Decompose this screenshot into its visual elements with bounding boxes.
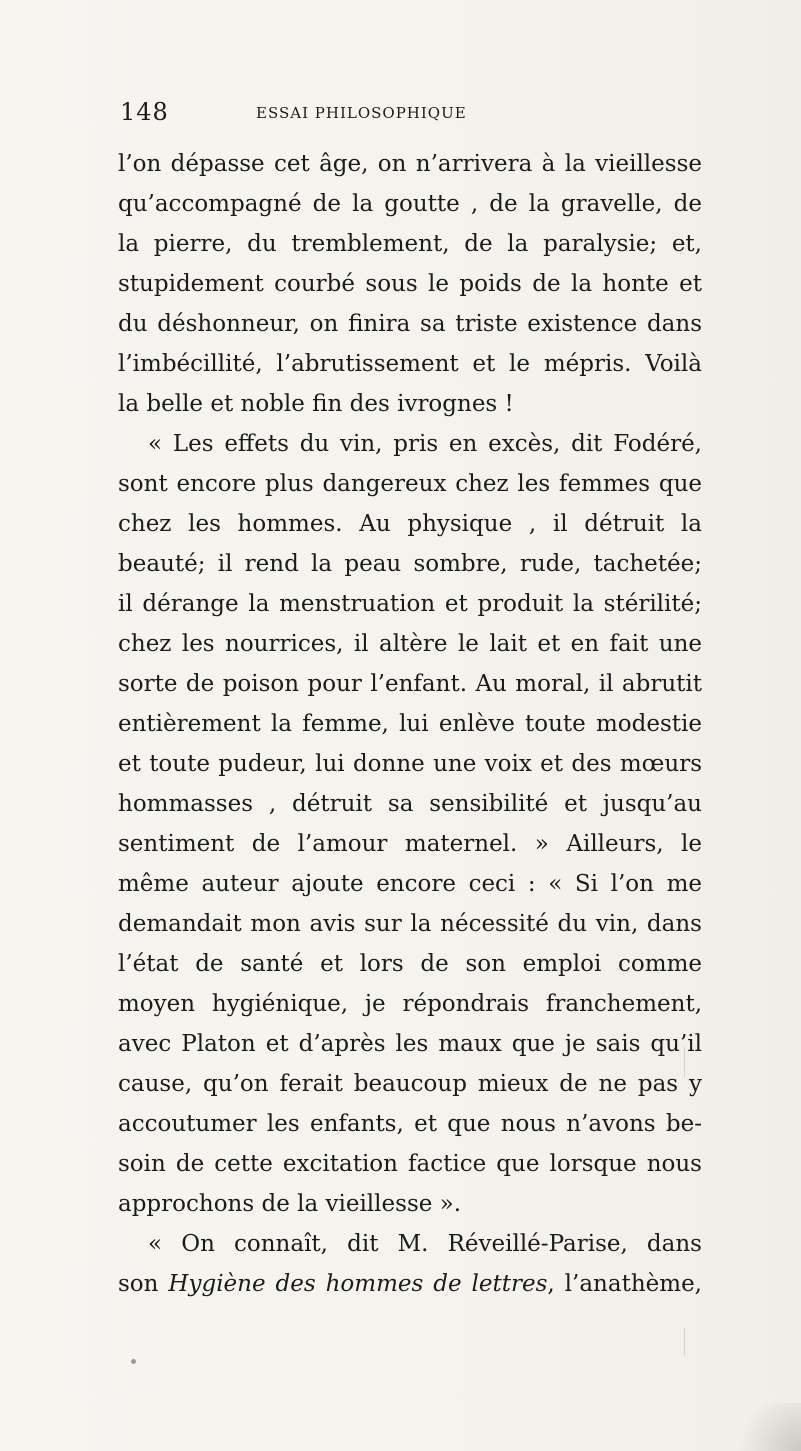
- text-line: sont encore plus dangereux chez les femmes que: [118, 471, 702, 497]
- text-line: « On connaît, dit M. Réveillé-Parise, dans: [148, 1231, 702, 1257]
- text-line: approchons de la vieillesse ».: [118, 1191, 462, 1217]
- text-line: et toute pudeur, lui donne une voix et des mœurs: [118, 751, 702, 777]
- text-line: soin de cette excitation factice que lorsque nous: [118, 1151, 702, 1177]
- text-line: entièrement la femme, lui enlève toute modestie: [118, 711, 702, 737]
- text-line: hommasses , détruit sa sensibilité et jusqu’au: [118, 791, 702, 817]
- text-fragment: son: [118, 1271, 169, 1297]
- page-header: [120, 98, 700, 130]
- text-line: moyen hygiénique, je répondrais franchement,: [118, 991, 702, 1017]
- text-line: l’imbécillité, l’abrutissement et le mépris. Voilà: [118, 351, 702, 377]
- ink-spot: [131, 1359, 136, 1364]
- text-line: accoutumer les enfants, et que nous n’avons be-: [118, 1111, 702, 1137]
- text-line: même auteur ajoute encore ceci : « Si l’on me: [118, 871, 702, 897]
- paper-mark: [684, 1047, 685, 1077]
- body-text: [118, 144, 702, 1304]
- text-line: « Les effets du vin, pris en excès, dit Fodéré,: [148, 431, 702, 457]
- text-line: sorte de poison pour l’enfant. Au moral, il abrutit: [118, 671, 702, 697]
- text-line: qu’accompagné de la goutte , de la gravelle, de: [118, 191, 702, 217]
- text-fragment: , l’anathème,: [547, 1271, 702, 1297]
- text-line: sentiment de l’amour maternel. » Ailleurs, le: [118, 831, 702, 857]
- text-line: cause, qu’on ferait beaucoup mieux de ne pas y: [118, 1071, 702, 1097]
- text-line: chez les nourrices, il altère le lait et en fait une: [118, 631, 702, 657]
- text-line: l’état de santé et lors de son emploi comme: [118, 951, 702, 977]
- corner-stain: [731, 1403, 801, 1451]
- text-line: beauté; il rend la peau sombre, rude, tachetée;: [118, 551, 702, 577]
- text-line: demandait mon avis sur la nécessité du vin, dans: [118, 911, 702, 937]
- book-title-italic: Hygiène des hommes de lettres: [168, 1271, 548, 1297]
- running-head: ESSAI PHILOSOPHIQUE: [256, 104, 467, 122]
- text-line: avec Platon et d’après les maux que je sais qu’il: [118, 1031, 702, 1057]
- text-line: stupidement courbé sous le poids de la honte et: [118, 271, 702, 297]
- text-line: chez les hommes. Au physique , il détruit la: [118, 511, 702, 537]
- page-number: 148: [120, 98, 169, 126]
- text-line: du déshonneur, on finira sa triste existence dans: [118, 311, 702, 337]
- text-line: il dérange la menstruation et produit la stérilité;: [118, 591, 702, 617]
- text-line: [118, 1264, 702, 1304]
- text-line: l’on dépasse cet âge, on n’arrivera à la vieillesse: [118, 151, 702, 177]
- text-line: la pierre, du tremblement, de la paralysie; et,: [118, 231, 702, 257]
- text-line: la belle et noble fin des ivrognes !: [118, 391, 514, 417]
- paper-mark: [684, 1328, 685, 1356]
